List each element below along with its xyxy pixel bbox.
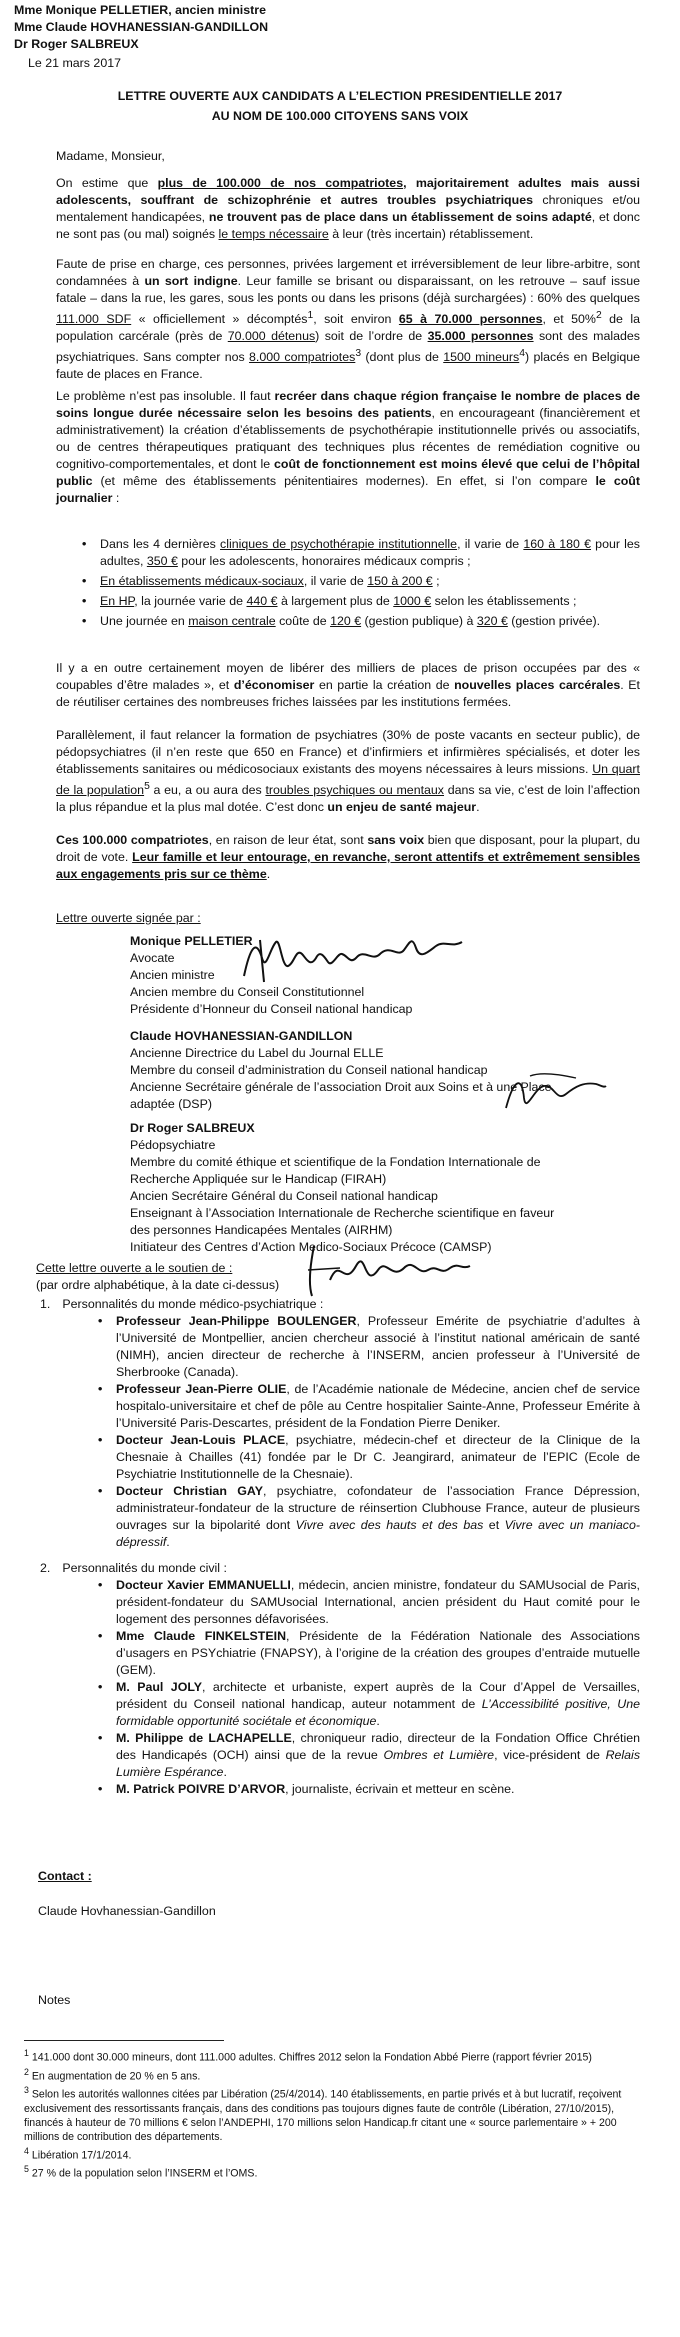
text: nouvelles places carcérales bbox=[454, 678, 621, 692]
list-item: • M. Patrick POIVRE D’ARVOR, journaliste, écrivain et metteur en scène. bbox=[94, 1781, 640, 1798]
signatory-name: Monique PELLETIER bbox=[130, 934, 253, 948]
signatory-title: Membre du conseil d’administration du Conseil national handicap bbox=[130, 1063, 488, 1077]
text: : bbox=[112, 491, 120, 505]
text: plus de 100.000 de nos compatriotes bbox=[157, 176, 404, 190]
signatory-title: Ancien ministre bbox=[130, 968, 215, 982]
text: Il y a en outre certainement moyen de libérer des milliers de places de prison occupées par des « coupables d’être malades », et bbox=[56, 661, 640, 692]
notes-label: Notes bbox=[38, 1993, 71, 2007]
text: d’économiser bbox=[233, 678, 315, 692]
text: 111.000 SDF bbox=[56, 312, 132, 327]
text: Ces 100.000 compatriotes bbox=[56, 833, 209, 847]
list-item: • Docteur Xavier EMMANUELLI, médecin, ancien ministre, fondateur du SAMUsocial de Paris, président-fondateur du SAMUsocial International, ancien président du Haut comité pour le logement des personnes défavorisées. bbox=[94, 1577, 640, 1628]
signatory-title: des personnes Handicapées Mentales (AIRHM) bbox=[130, 1223, 393, 1237]
group-title-text: Personnalités du monde civil : bbox=[62, 1561, 227, 1575]
text: a eu, a ou aura des bbox=[149, 783, 266, 798]
text: coût de fonctionnement est moins élevé que celui de l’hôpital public bbox=[56, 457, 640, 488]
text: dans sa vie, c’est de loin l’affection la plus répandue et la plus mal dotée. C’est donc bbox=[56, 783, 640, 815]
list-item: • En établissements médicaux-sociaux, il varie de 150 à 200 € ; bbox=[78, 573, 640, 590]
signatory-title: Pédopsychiatre bbox=[130, 1138, 216, 1152]
text: (et même des établissements pénitentiaires modernes). En effet, si l’on compare bbox=[92, 474, 596, 488]
list-number: 1. bbox=[40, 1297, 51, 1311]
text: sans voix bbox=[367, 833, 425, 847]
text: Le problème n’est pas insoluble. Il faut bbox=[56, 389, 275, 403]
text: de la population carcérale (près de bbox=[56, 312, 641, 344]
paragraph-1 bbox=[56, 175, 640, 243]
contact-label: Contact : bbox=[38, 1869, 92, 1883]
text: un enjeu de santé majeur bbox=[327, 800, 477, 815]
signatory-title: Enseignant à l’Association Internationale de Recherche scientifique en faveur bbox=[130, 1206, 555, 1220]
header bbox=[14, 2, 268, 53]
text: . Et de réutiliser certaines des nombreuses friches laissées par les institutions fermées. bbox=[56, 678, 640, 709]
cost-list bbox=[78, 536, 640, 630]
list-item: • Professeur Jean-Pierre OLIE, de l’Académie nationale de Médecine, ancien chef de service hospitalo-universitaire et chef de pôle au Centre hospitalier Sainte-Anne, Professeur Emérite à l’Université Paris-Descartes, président de la Fondation Pierre Deniker. bbox=[94, 1381, 640, 1432]
text: le coût journalier bbox=[56, 474, 640, 505]
paragraph-5 bbox=[56, 727, 640, 816]
text: , majoritairement adultes mais aussi adolescents, souffrant de schizophrénie et autres troubles psychiatriques bbox=[56, 176, 640, 207]
text: On estime que bbox=[56, 176, 158, 190]
signature-hovhanessian bbox=[500, 1068, 610, 1118]
text: 1500 mineurs bbox=[443, 350, 520, 365]
footnote-ref: 4 bbox=[519, 348, 525, 360]
text: ne trouvent pas de place dans un établissement de soins adapté bbox=[208, 210, 592, 224]
text: , en raison de leur état, sont bbox=[208, 833, 368, 847]
paragraph-3 bbox=[56, 388, 640, 507]
text: . bbox=[476, 800, 480, 815]
list-item: • M. Philippe de LACHAPELLE, chroniqueur radio, directeur de la Fondation Office Chrétien des Handicapés (OCH) ainsi que de la revue Ombres et Lumière, vice-président de Relais Lumière Espérance. bbox=[94, 1730, 640, 1781]
text: . bbox=[266, 867, 271, 881]
header-line: Dr Roger SALBREUX bbox=[14, 37, 139, 51]
header-line: Mme Monique PELLETIER, ancien ministre bbox=[14, 3, 266, 17]
footnotes bbox=[24, 2046, 644, 2181]
text: , soit environ bbox=[313, 312, 399, 327]
group-title-text: Personnalités du monde médico-psychiatrique : bbox=[62, 1297, 324, 1311]
contact-name: Claude Hovhanessian-Gandillon bbox=[38, 1904, 216, 1918]
footnote: $^5$ 27 % de la population selon l’INSERM et l’OMS. bbox=[24, 2164, 258, 2180]
footnote: $^1$ 141.000 dont 30.000 mineurs, dont 111.000 adultes. Chiffres 2012 selon la Fondation Abbé Pierre (rapport février 2015) bbox=[24, 2048, 592, 2064]
paragraph-4 bbox=[56, 660, 640, 711]
signatory-3 bbox=[130, 1120, 630, 1256]
text: (dont plus de bbox=[361, 350, 444, 365]
text: , et 50% bbox=[542, 312, 596, 327]
footnote: $^2$ En augmentation de 20 % en 5 ans. bbox=[24, 2066, 201, 2083]
group-2-title bbox=[40, 1560, 227, 1577]
list-item: • Professeur Jean-Philippe BOULENGER, Professeur Emérite de psychiatrie d’adultes à l’Université de Montpellier, ancien chercheur associé à l’institut national américain de santé (NIMH), ancien directeur de recherche à l’INSERM, ancien professeur à l’Université de Sherbrooke (Canada). bbox=[94, 1313, 640, 1381]
date: Le 21 mars 2017 bbox=[28, 56, 121, 70]
header-line: Mme Claude HOVHANESSIAN-GANDILLON bbox=[14, 20, 269, 34]
signatory-title: Ancien Secrétaire Général du Conseil national handicap bbox=[130, 1189, 438, 1203]
signatory-title: Présidente d’Honneur du Conseil national handicap bbox=[130, 1002, 413, 1016]
text: Parallèlement, il faut relancer la formation de psychiatres (30% de poste vacants en secteur public), de pédopsychiatres (il n’en reste que 650 en France) et d’infirmiers et infirmières spécialisés, et doter les établissements sanitaires ou médicosociaux existants des moyens nécessaires à leurs missions. bbox=[56, 728, 640, 776]
text: 8.000 compatriotes bbox=[249, 350, 356, 365]
text: ) placés en Belgique faute de places en France. bbox=[56, 350, 641, 382]
list-item: • Une journée en maison centrale coûte de 120 € (gestion publique) à 320 € (gestion privée). bbox=[78, 613, 640, 630]
support-order: (par ordre alphabétique, à la date ci-dessus) bbox=[36, 1278, 280, 1292]
signatory-title: Ancienne Directrice du Label du Journal ELLE bbox=[130, 1046, 384, 1060]
text: « officiellement » décomptés bbox=[131, 312, 308, 327]
text: à leur (très incertain) rétablissement. bbox=[328, 227, 534, 241]
text: troubles psychiques ou mentaux bbox=[265, 783, 445, 798]
text: Leur famille et leur entourage, en revanche, seront attentifs et extrêmement sensibles aux engagements pris sur ce thème bbox=[56, 850, 640, 881]
text: , et donc ne sont pas (ou mal) soignés bbox=[56, 210, 641, 241]
text: Un quart de la population bbox=[56, 762, 640, 798]
footnote-ref: 2 bbox=[595, 310, 602, 321]
text: 70.000 détenus bbox=[227, 329, 316, 344]
signatory-name: Claude HOVHANESSIAN-GANDILLON bbox=[130, 1029, 353, 1043]
signatory-title: Ancien membre du Conseil Constitutionnel bbox=[130, 985, 365, 999]
signatory-title: adaptée (DSP) bbox=[130, 1097, 212, 1111]
support-heading: Cette lettre ouverte a le soutien de : bbox=[36, 1261, 233, 1275]
list-item: • Docteur Jean-Louis PLACE, psychiatre, médecin-chef et directeur de la Clinique de la Chesnaie à Chailles (41) fondée par le Dr C. Jeangirard, animateur de l’EPIC (Ecole de Psychiatrie Institutionnelle de la Chesnaie). bbox=[94, 1432, 640, 1483]
footnote-ref: 1 bbox=[307, 310, 314, 321]
group-1-list bbox=[94, 1313, 640, 1551]
text: 65 à 70.000 personnes bbox=[398, 312, 543, 327]
text: , en encourageant (financièrement et administrativement) la création d’établissements de psychothérapie institutionnelle privés ou associatifs, ou de centres thérapeutiques pratiquant des techniques plus récentes de remédiation cognitive ou cognitivo-comportementales, et dont le bbox=[56, 406, 640, 471]
text: recréer dans chaque région française le nombre de places de soins longue durée nécessaire selon les besoins des patients bbox=[56, 389, 641, 420]
list-item: • Mme Claude FINKELSTEIN, Présidente de la Fédération Nationale des Associations d’usagers en PSYchiatrie (FNAPSY), à l’origine de la création des groupes d’entraide mutuelle (GEM). bbox=[94, 1628, 640, 1679]
signed-label: Lettre ouverte signée par : bbox=[56, 911, 201, 925]
list-number: 2. bbox=[40, 1561, 51, 1575]
signatory-title: Avocate bbox=[130, 951, 175, 965]
footnote-ref: 5 bbox=[144, 781, 150, 792]
list-item: • Dans les 4 dernières cliniques de psychothérapie institutionnelle, il varie de 160 à 180 € pour les adultes, 350 € pour les adolescents, honoraires médicaux compris ; bbox=[78, 536, 640, 570]
support-label bbox=[36, 1260, 279, 1294]
title-line-2: AU NOM DE 100.000 CITOYENS SANS VOIX bbox=[211, 109, 469, 123]
text: 35.000 personnes bbox=[427, 329, 534, 344]
group-1-title bbox=[40, 1296, 323, 1313]
text: . Leur famille se brisant ou disparaissant, on les retrouve – sauf issue fatale – dans la rue, les gares, sous les ponts ou dans les prisons (déjà surchargées) : 60% des quelques bbox=[56, 274, 640, 305]
signature-salbreux bbox=[300, 1240, 500, 1300]
signatory-title: Initiateur des Centres d’Action Medico-Sociaux Précoce (CAMSP) bbox=[130, 1240, 492, 1254]
signatory-title: Membre du comité éthique et scientifique de la Fondation Internationale de bbox=[130, 1155, 541, 1169]
list-item: • Docteur Christian GAY, psychiatre, cofondateur de l’association France Dépression, administrateur-fondateur de la structure de réinsertion Clubhouse France, auteur de plusieurs ouvrages sur la bipolarité dont Vivre avec des hauts et des bas et Vivre avec un maniaco-dépressif. bbox=[94, 1483, 640, 1551]
text: en partie la création de bbox=[314, 678, 455, 692]
text: bien que disposant, pour la plupart, du droit de vote. bbox=[56, 833, 640, 864]
paragraph-2 bbox=[56, 256, 640, 383]
text: un sort indigne bbox=[144, 274, 238, 288]
signatory-name: Dr Roger SALBREUX bbox=[130, 1121, 255, 1135]
text: ) soit de l’ordre de bbox=[315, 329, 428, 344]
text: sont des malades psychiatriques. Sans compter nos bbox=[56, 329, 640, 365]
footnote: $^4$ Libération 17/1/2014. bbox=[24, 2145, 132, 2162]
signature-pelletier bbox=[240, 928, 470, 988]
footnote-divider bbox=[24, 2040, 224, 2041]
text: le temps nécessaire bbox=[218, 227, 329, 241]
signatory-title: Recherche Appliquée sur le Handicap (FIRAH) bbox=[130, 1172, 387, 1186]
salutation: Madame, Monsieur, bbox=[56, 149, 165, 163]
title-line-1: LETTRE OUVERTE AUX CANDIDATS A L’ELECTION PRESIDENTIELLE 2017 bbox=[117, 89, 563, 103]
text: Faute de prise en charge, ces personnes, privées largement et irréversiblement de leur libre-arbitre, sont condamnées à bbox=[56, 257, 640, 288]
signatory-title: Ancienne Secrétaire générale de l’association Droit aux Soins et à une Place bbox=[130, 1080, 552, 1094]
paragraph-6 bbox=[56, 832, 640, 883]
text: chroniques et/ou mentalement handicapées, bbox=[56, 193, 640, 224]
list-item: • En HP, la journée varie de 440 € à largement plus de 1000 € selon les établissements ; bbox=[78, 593, 640, 610]
footnote: $^3$ Selon les autorités wallonnes citées par Libération (25/4/2014). 140 établissements, en partie privés et à but lucratif, reçoivent exclusivement des ressortissants français, dans des conditions pas toujours dignes faute de contrôle (Libération, 27/10/2015), financés à hauteur de 70 millions € selon l’ANDEPHI, 170 millions selon Handicap.fr citant une « source parlementaire » + 200 millions de contribution des départements. bbox=[24, 2085, 622, 2143]
list-item: • M. Paul JOLY, architecte et urbaniste, expert auprès de la Cour d’Appel de Versailles, président du Conseil national handicap, auteur notamment de L’Accessibilité positive, Une formidable opportunité sociétale et économique. bbox=[94, 1679, 640, 1730]
footnote-ref: 3 bbox=[355, 348, 362, 360]
group-2-list bbox=[94, 1577, 640, 1798]
